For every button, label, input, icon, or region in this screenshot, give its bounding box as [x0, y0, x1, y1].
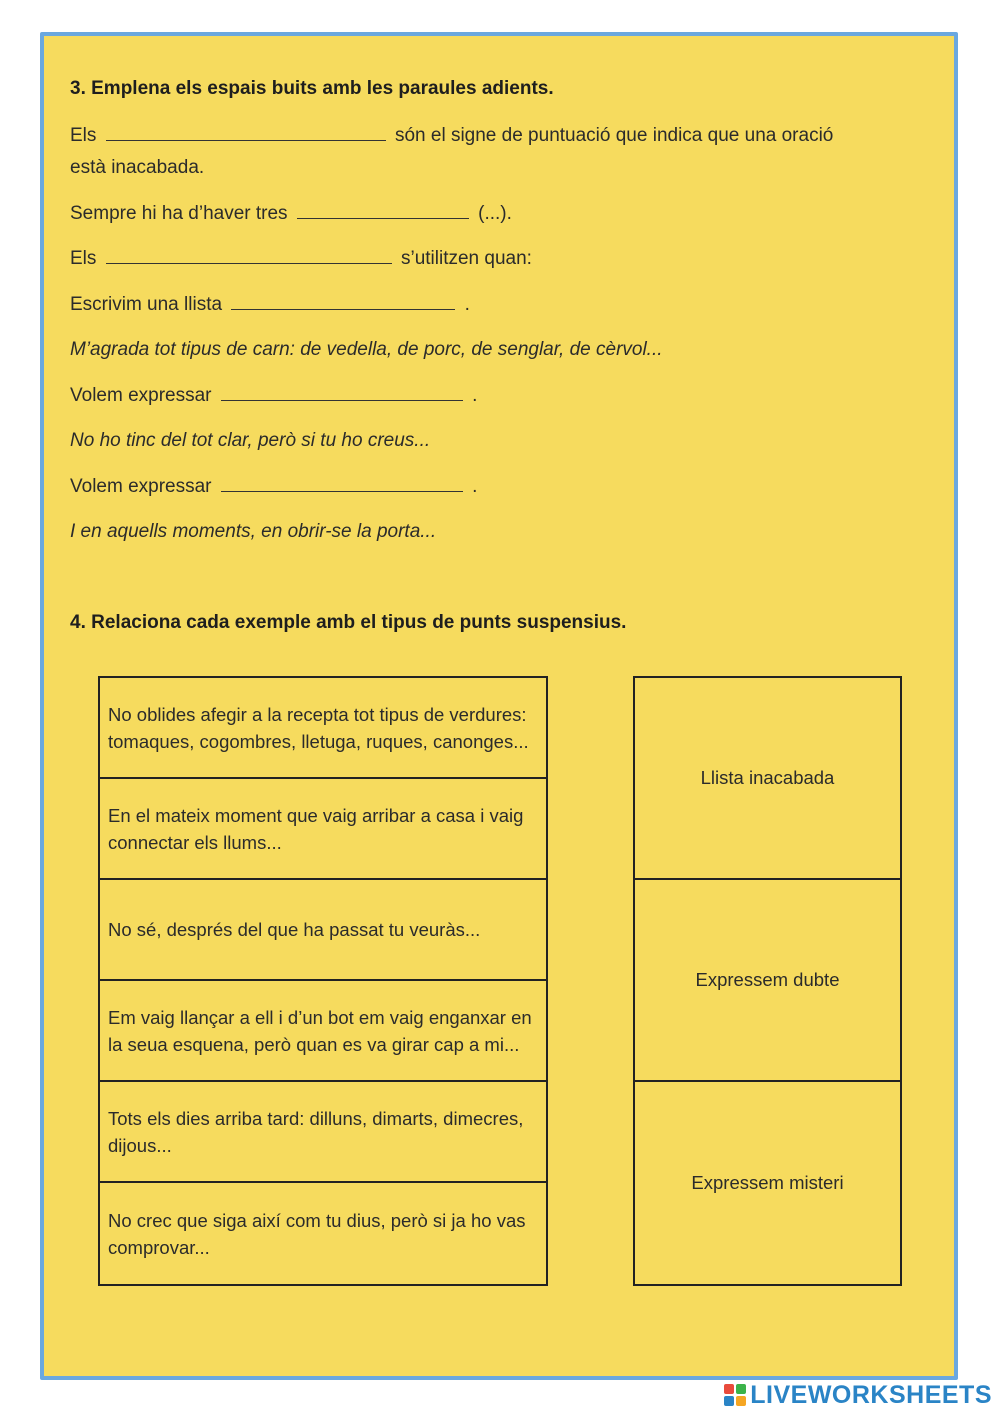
type-cell-llista[interactable]: Llista inacabada — [635, 678, 900, 880]
q3-s1-start: Els — [70, 125, 97, 146]
q3-s8-end: . — [472, 476, 478, 497]
example-cell[interactable]: No oblides afegir a la recepta tot tipus de verdures: tomaques, cogombres, lletuga, ruques, canonges... — [100, 678, 546, 779]
example-cell[interactable]: Em vaig llançar a ell i d’un bot em vaig enganxar en la seua esquena, però quan es va girar cap a mi... — [100, 981, 546, 1082]
example-cell[interactable]: En el mateix moment que vaig arribar a casa i vaig connectar els llums... — [100, 779, 546, 880]
blank-input-3[interactable] — [106, 247, 392, 264]
blank-input-6[interactable] — [221, 475, 463, 492]
q3-sentence-1-cont: està inacabada. — [70, 157, 205, 178]
q3-s1-end: són el signe de puntuació que indica que una oració — [394, 125, 834, 146]
blank-input-1[interactable] — [106, 124, 386, 141]
liveworksheets-logo — [724, 1380, 992, 1410]
q3-s2-start: Sempre hi ha d’haver tres — [70, 203, 288, 224]
q3-s6-end: . — [472, 385, 478, 406]
example-cell[interactable]: No crec que siga així com tu dius, però si ja ho vas comprovar... — [108, 1209, 526, 1258]
blank-input-2[interactable] — [297, 202, 469, 219]
q3-example-1: M’agrada tot tipus de carn: de vedella, de porc, de senglar, de cèrvol... — [70, 339, 663, 360]
q3-sentence-4 — [70, 289, 930, 321]
example-cell[interactable]: No sé, després del que ha passat tu veuràs... — [100, 880, 546, 981]
q3-sentence-1 — [70, 120, 930, 152]
question-3-title: 3. Emplena els espais buits amb les paraules adients. — [70, 78, 554, 99]
q3-example-3: I en aquells moments, en obrir-se la porta... — [70, 521, 437, 542]
blank-input-5[interactable] — [221, 384, 463, 401]
q3-s4-end: . — [464, 294, 470, 315]
type-cell-misteri[interactable]: Expressem misteri — [691, 1172, 844, 1193]
q3-s6-start: Volem expressar — [70, 385, 212, 406]
liveworksheets-logo-icon — [724, 1384, 746, 1406]
q3-s3-end: s’utilitzen quan: — [400, 248, 532, 269]
q3-sentence-8 — [70, 471, 930, 503]
q3-s4-start: Escrivim una llista — [70, 294, 223, 315]
liveworksheets-logo-text: LIVEWORKSHEETS — [750, 1380, 992, 1409]
blank-input-4[interactable] — [231, 293, 455, 310]
q3-s3-start: Els — [70, 248, 97, 269]
q3-s8-start: Volem expressar — [70, 476, 212, 497]
type-cell-dubte[interactable]: Expressem dubte — [635, 880, 900, 1082]
q3-sentence-3 — [70, 243, 930, 275]
q3-s2-end: (...). — [478, 203, 512, 224]
q3-sentence-6 — [70, 380, 930, 412]
example-cell[interactable]: Tots els dies arriba tard: dilluns, dimarts, dimecres, dijous... — [100, 1082, 546, 1183]
q3-sentence-2 — [70, 198, 930, 230]
examples-column — [98, 676, 548, 1286]
question-4-title: 4. Relaciona cada exemple amb el tipus de punts suspensius. — [70, 612, 627, 633]
q3-example-2: No ho tinc del tot clar, però si tu ho creus... — [70, 430, 431, 451]
types-column — [633, 676, 902, 1286]
